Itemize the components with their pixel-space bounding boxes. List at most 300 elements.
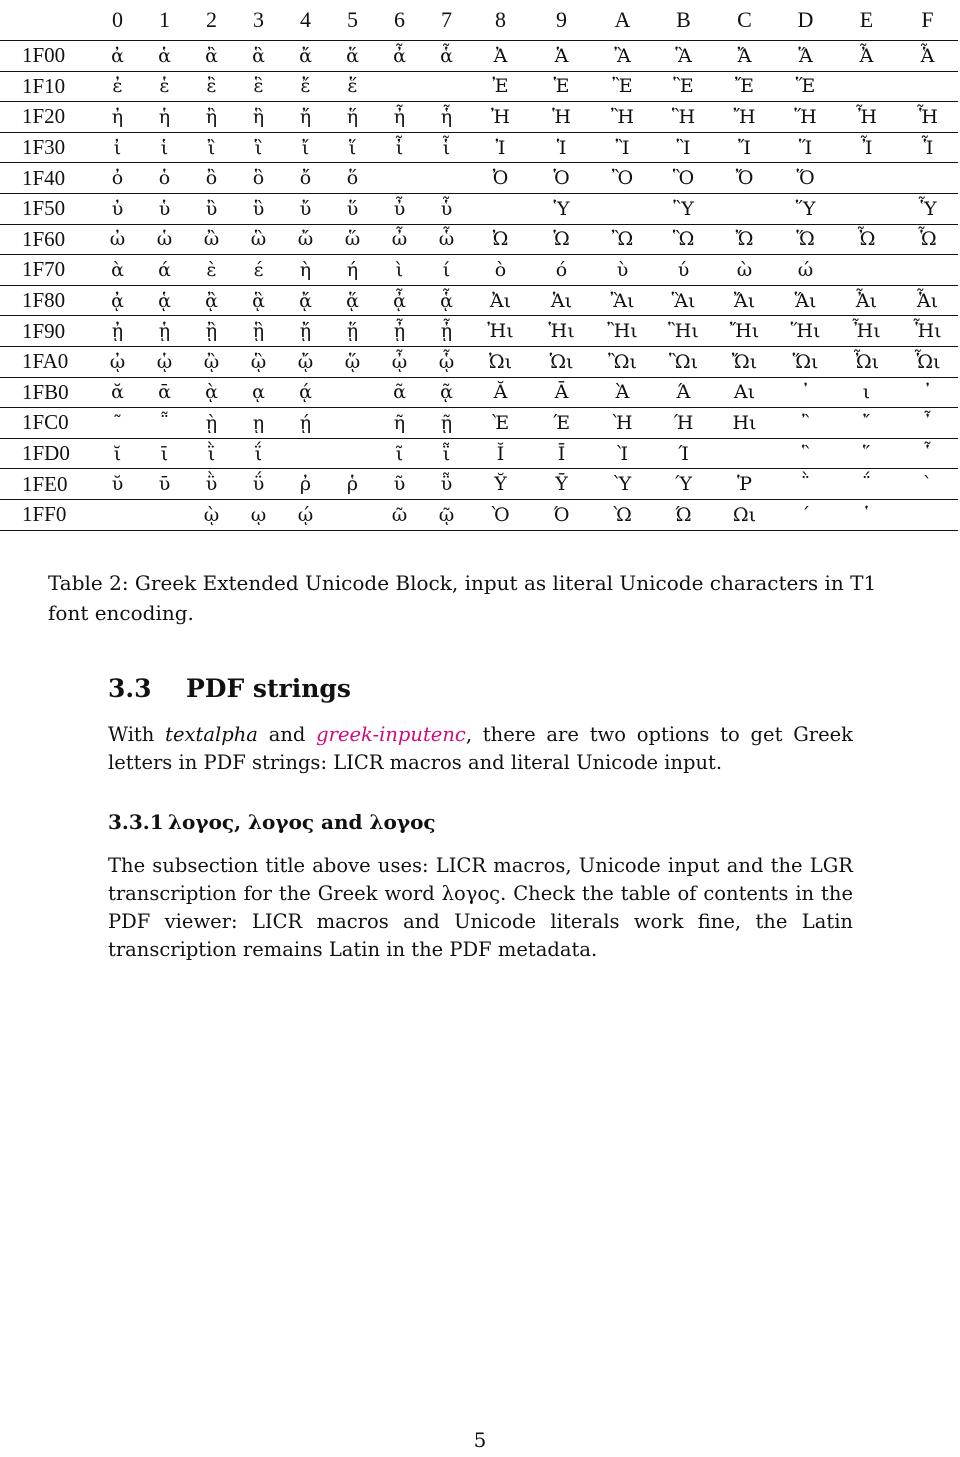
subsection-paragraph: The subsection title above uses: LICR macros, Unicode input and the LGR transcription for the Greek word λογος. Check the table of contents in the PDF viewer: LICR macros and Unicode literals work fine, the Latin transcription remains Latin in the PDF metadata.	[108, 854, 853, 961]
glyph-cell: Ἂ	[614, 44, 631, 67]
glyph-cell: ὠ	[109, 228, 126, 251]
glyph-cell: ὦ	[391, 228, 408, 251]
glyph-cell: Ἄι	[733, 289, 756, 312]
glyph-cell: Ῠ	[494, 473, 507, 496]
glyph-cell: Ᾱ	[554, 381, 569, 404]
glyph-cell: Ἶ	[860, 136, 873, 159]
glyph-cell	[329, 438, 376, 469]
glyph-cell: ὁ	[158, 167, 171, 190]
row-hex-label: 1F30	[22, 135, 66, 160]
glyph-cell: ῗ	[442, 442, 451, 465]
glyph-cell: Ἢι	[607, 320, 638, 343]
glyph-cell: ᾦ	[391, 350, 408, 373]
table-row	[0, 285, 958, 316]
glyph-cell: Ὤ	[735, 228, 754, 251]
glyph-cell: ᾶ	[393, 381, 406, 404]
glyph-cell: Ὣι	[668, 350, 699, 373]
table-body	[0, 41, 958, 531]
table-row	[0, 438, 958, 469]
glyph-cell: ῲ	[203, 503, 220, 526]
glyph-cell: Ἃ	[675, 44, 692, 67]
glyph-cell	[836, 193, 897, 224]
glyph-cell: ἐ	[112, 75, 123, 98]
glyph-cell: ὴ	[299, 258, 312, 281]
table-row	[0, 224, 958, 255]
glyph-cell: Ῐ	[496, 442, 505, 465]
row-hex-label: 1F70	[22, 257, 66, 282]
glyph-cell: ῧ	[440, 473, 453, 496]
glyph-cell: `	[922, 473, 933, 496]
glyph-cell: Ἃι	[671, 289, 696, 312]
glyph-cell: ῏	[922, 411, 933, 434]
subsection-heading	[108, 810, 436, 834]
glyph-cell: Ὠι	[488, 350, 513, 373]
column-header: 2	[206, 7, 217, 32]
glyph-cell: ᾢ	[203, 350, 220, 373]
column-header: B	[676, 7, 691, 32]
glyph-cell: ῳ	[250, 503, 267, 526]
glyph-cell	[329, 499, 376, 530]
glyph-cell: Ὺ	[613, 473, 632, 496]
glyph-cell: ᾗ	[440, 320, 453, 343]
glyph-cell: ὰ	[111, 258, 124, 281]
glyph-cell: έ	[253, 258, 264, 281]
glyph-cell: ᾂ	[205, 289, 218, 312]
table-row	[0, 163, 958, 194]
table-row	[0, 346, 958, 377]
glyph-cell: ἵ	[348, 136, 357, 159]
glyph-cell: Ἦ	[856, 105, 877, 128]
glyph-cell: Ἵ	[798, 136, 813, 159]
glyph-cell: Ἅ	[798, 44, 813, 67]
glyph-cell: ῐ	[113, 442, 122, 465]
glyph-cell	[141, 499, 188, 530]
glyph-cell: ῥ	[346, 473, 359, 496]
column-header: 4	[300, 7, 311, 32]
glyph-cell: ἓ	[253, 75, 264, 98]
glyph-cell: ὣ	[250, 228, 267, 251]
glyph-cell: ὀ	[111, 167, 124, 190]
page-number: 5	[473, 1428, 487, 1452]
glyph-cell: ὼ	[736, 258, 753, 281]
glyph-cell: ᾳ	[252, 381, 265, 404]
glyph-cell: ἃ	[252, 44, 265, 67]
table-row	[0, 316, 958, 347]
glyph-cell: Ἠι	[487, 320, 514, 343]
glyph-cell	[329, 408, 376, 439]
glyph-cell: Ὲ	[491, 411, 510, 434]
glyph-cell	[376, 71, 423, 102]
glyph-cell: Ώ	[675, 503, 692, 526]
glyph-cell: Ἀ	[493, 44, 508, 67]
glyph-cell: Ὦι	[853, 350, 880, 373]
para-text: With	[108, 723, 166, 746]
glyph-cell: ᾃ	[252, 289, 265, 312]
glyph-cell: ἑ	[159, 75, 170, 98]
glyph-cell: ᾒ	[205, 320, 218, 343]
glyph-cell: Ἡ	[552, 105, 571, 128]
glyph-cell: Ῑ	[557, 442, 566, 465]
greek-extended-table	[0, 0, 958, 531]
glyph-cell: Ὼ	[613, 503, 632, 526]
glyph-cell: ῖ	[395, 442, 404, 465]
glyph-cell: ὶ	[395, 258, 404, 281]
table-row	[0, 377, 958, 408]
table-row	[0, 499, 958, 530]
para-text: , there are two options to get Greek letters in PDF strings: LICR macros and literal Unicode input.	[108, 723, 853, 774]
glyph-cell: ἂ	[205, 44, 218, 67]
header-corner	[0, 0, 94, 41]
glyph-cell: ῭	[800, 473, 811, 496]
glyph-cell: ῑ	[160, 442, 169, 465]
glyph-cell: ἅ	[346, 44, 359, 67]
glyph-cell: ὸ	[494, 258, 507, 281]
glyph-cell	[423, 163, 470, 194]
glyph-cell: Ὂ	[611, 167, 634, 190]
glyph-cell: ᾑ	[158, 320, 171, 343]
glyph-cell: ᾿	[922, 381, 933, 404]
glyph-cell: ώ	[797, 258, 814, 281]
glyph-cell: Ὴ	[612, 411, 633, 434]
glyph-cell: ῡ	[158, 473, 171, 496]
glyph-cell	[329, 377, 376, 408]
glyph-cell: Ἅι	[794, 289, 817, 312]
para-text: and	[257, 723, 317, 746]
column-header: A	[614, 7, 631, 32]
glyph-cell: Ὀ	[492, 167, 509, 190]
greek-inputenc-link[interactable]: greek-inputenc	[316, 723, 466, 746]
glyph-cell: ὧ	[438, 228, 455, 251]
glyph-cell: Ἆι	[855, 289, 878, 312]
table-row	[0, 41, 958, 72]
glyph-cell: ὓ	[252, 197, 265, 220]
row-hex-label: 1FD0	[22, 441, 70, 466]
row-hex-label: 1F90	[22, 318, 66, 343]
glyph-cell: Ἳ	[676, 136, 691, 159]
glyph-cell: ἠ	[111, 105, 124, 128]
glyph-cell: ύ	[677, 258, 690, 281]
glyph-cell: ῠ	[111, 473, 124, 496]
glyph-cell: ὡ	[156, 228, 173, 251]
glyph-cell: ὒ	[205, 197, 218, 220]
glyph-cell: Ὗ	[918, 197, 937, 220]
row-hex-label: 1F00	[22, 43, 66, 68]
glyph-cell: ὔ	[299, 197, 312, 220]
glyph-cell	[836, 71, 897, 102]
glyph-cell: Ἧι	[913, 320, 942, 343]
glyph-cell: Ἥ	[794, 105, 817, 128]
column-header: C	[737, 7, 752, 32]
glyph-cell: ᾅ	[346, 289, 359, 312]
glyph-cell: Ά	[676, 381, 691, 404]
glyph-cell: ἤ	[299, 105, 312, 128]
glyph-cell: Ὣ	[672, 228, 695, 251]
glyph-cell	[897, 71, 958, 102]
row-hex-label: 1FC0	[22, 410, 69, 435]
glyph-cell: ᾤ	[297, 350, 314, 373]
glyph-cell: ῝	[800, 442, 811, 465]
row-hex-label: 1F80	[22, 288, 66, 313]
glyph-cell: ᾓ	[252, 320, 265, 343]
glyph-cell: ᾁ	[158, 289, 171, 312]
glyph-cell: Ἡι	[548, 320, 575, 343]
column-header: 3	[253, 7, 264, 32]
glyph-cell: Ἥι	[790, 320, 821, 343]
glyph-cell: Ἣ	[671, 105, 696, 128]
glyph-cell: ῢ	[205, 473, 218, 496]
glyph-cell: ᾡ	[156, 350, 173, 373]
glyph-cell	[714, 193, 775, 224]
glyph-cell: ῂ	[205, 411, 218, 434]
glyph-cell: ἱ	[160, 136, 169, 159]
glyph-cell: ῒ	[207, 442, 216, 465]
glyph-cell: Ὧ	[918, 228, 937, 251]
table-caption: Table 2: Greek Extended Unicode Block, input as literal Unicode characters in T1 font encoding.	[48, 571, 877, 625]
glyph-cell: ἇ	[440, 44, 453, 67]
glyph-cell	[94, 499, 141, 530]
glyph-cell: ᾐ	[111, 320, 124, 343]
subsection-title: λογος, λογος and λογος	[168, 810, 436, 834]
glyph-cell: ἥ	[346, 105, 359, 128]
glyph-cell: Ἇι	[916, 289, 939, 312]
glyph-cell: ὄ	[299, 167, 312, 190]
section-title: PDF strings	[186, 674, 351, 703]
table-header-row	[0, 0, 958, 41]
glyph-cell: ἒ	[206, 75, 217, 98]
column-header: 5	[347, 7, 358, 32]
glyph-cell: ᾠ	[109, 350, 126, 373]
glyph-cell: Ᾰ	[493, 381, 508, 404]
table-row	[0, 469, 958, 500]
glyph-cell: Ἧ	[917, 105, 938, 128]
glyph-cell: Ὥ	[796, 228, 815, 251]
row-hex-label: 1FA0	[22, 349, 69, 374]
glyph-cell: Ὁ	[553, 167, 570, 190]
glyph-cell: Ἣι	[668, 320, 699, 343]
glyph-cell: ῇ	[440, 411, 453, 434]
glyph-cell: Ί	[678, 442, 689, 465]
glyph-cell: Ἠ	[491, 105, 510, 128]
glyph-cell: ὂ	[205, 167, 218, 190]
glyph-cell: Ἦι	[852, 320, 881, 343]
glyph-cell: Ἀι	[489, 289, 512, 312]
glyph-cell: ῴ	[297, 503, 314, 526]
glyph-cell: ᾲ	[205, 381, 218, 404]
glyph-cell: ὺ	[616, 258, 629, 281]
glyph-cell: Ηι	[732, 411, 757, 434]
glyph-cell: ᾆ	[393, 289, 406, 312]
glyph-cell: ᾖ	[393, 320, 406, 343]
row-hex-label: 1FE0	[22, 471, 68, 496]
glyph-cell: Έ	[552, 411, 571, 434]
glyph-cell: Ὸ	[491, 503, 510, 526]
glyph-cell: ἁ	[158, 44, 171, 67]
glyph-cell: ᾥ	[344, 350, 361, 373]
glyph-cell: Ὦ	[857, 228, 876, 251]
column-header: F	[921, 7, 934, 32]
column-header: 1	[159, 7, 170, 32]
glyph-cell: Ἤι	[729, 320, 760, 343]
glyph-cell: ῍	[800, 411, 811, 434]
glyph-cell: Ὢ	[611, 228, 634, 251]
glyph-cell: ῾	[861, 503, 872, 526]
glyph-cell: ἲ	[207, 136, 216, 159]
glyph-cell: ἀ	[111, 44, 124, 67]
glyph-cell: ἦ	[393, 105, 406, 128]
glyph-cell: Ύ	[674, 473, 693, 496]
glyph-cell	[376, 163, 423, 194]
glyph-cell: ὢ	[203, 228, 220, 251]
glyph-cell: Ἁ	[554, 44, 569, 67]
glyph-cell: Ὡ	[553, 228, 570, 251]
glyph-cell: Ἱ	[556, 136, 567, 159]
glyph-cell	[897, 255, 958, 286]
glyph-cell: Ἂι	[610, 289, 635, 312]
glyph-cell: ὃ	[252, 167, 265, 190]
glyph-cell: ῤ	[299, 473, 312, 496]
column-header: 9	[556, 7, 567, 32]
glyph-cell: Ἲ	[615, 136, 630, 159]
glyph-cell: ῎	[861, 411, 872, 434]
glyph-cell: ὗ	[440, 197, 453, 220]
glyph-cell: ἡ	[158, 105, 171, 128]
row-hex-label: 1FF0	[22, 502, 67, 527]
glyph-cell	[282, 438, 329, 469]
column-header: 7	[441, 7, 452, 32]
glyph-cell: ὅ	[346, 167, 359, 190]
glyph-cell: ᾣ	[250, 350, 267, 373]
glyph-cell: Ἑ	[553, 75, 570, 98]
glyph-cell: ῃ	[252, 411, 265, 434]
glyph-cell: ί	[442, 258, 451, 281]
column-header: 8	[495, 7, 506, 32]
glyph-cell: ὲ	[206, 258, 217, 281]
glyph-cell: Ἕ	[795, 75, 816, 98]
glyph-cell: Ἇ	[920, 44, 935, 67]
glyph-cell: Ὢι	[608, 350, 637, 373]
glyph-cell: ἧ	[440, 105, 453, 128]
glyph-cell: ῦ	[393, 473, 406, 496]
glyph-cell: Ὃ	[672, 167, 695, 190]
glyph-cell: ᾴ	[299, 381, 312, 404]
table-row	[0, 255, 958, 286]
glyph-cell	[836, 255, 897, 286]
glyph-cell: Ἔ	[734, 75, 755, 98]
row-hex-label: 1F20	[22, 104, 66, 129]
column-header: D	[797, 7, 814, 32]
glyph-cell: ή	[346, 258, 359, 281]
glyph-cell: ὖ	[393, 197, 406, 220]
glyph-cell: Ὧι	[914, 350, 941, 373]
glyph-cell: ὐ	[111, 197, 124, 220]
row-hex-label: 1FB0	[22, 379, 69, 404]
glyph-cell: Ἆ	[859, 44, 874, 67]
glyph-cell: ´	[800, 503, 811, 526]
glyph-cell: Ἰ	[495, 136, 506, 159]
glyph-cell: Ῥ	[736, 473, 752, 496]
section-heading	[108, 674, 351, 703]
glyph-cell: Ἓ	[673, 75, 694, 98]
glyph-cell: ᾕ	[346, 320, 359, 343]
glyph-cell: Ἄ	[737, 44, 752, 67]
row-hex-label: 1F10	[22, 73, 66, 98]
glyph-cell	[470, 193, 531, 224]
glyph-cell: ἷ	[442, 136, 451, 159]
glyph-cell: Ὑ	[553, 197, 570, 220]
glyph-cell: Ὶ	[616, 442, 629, 465]
glyph-cell: Ὓ	[673, 197, 694, 220]
column-header: 6	[394, 7, 405, 32]
glyph-cell: Ἐ	[492, 75, 509, 98]
table-row	[0, 102, 958, 133]
column-header: 0	[112, 7, 123, 32]
glyph-cell: ᾔ	[299, 320, 312, 343]
glyph-cell: ὑ	[158, 197, 171, 220]
glyph-cell: ά	[158, 258, 171, 281]
glyph-cell: ἣ	[252, 105, 265, 128]
glyph-cell: ῆ	[393, 411, 406, 434]
glyph-cell: Ἴ	[738, 136, 751, 159]
glyph-cell: ἄ	[299, 44, 312, 67]
glyph-cell: ᾱ	[158, 381, 171, 404]
row-hex-label: 1F40	[22, 165, 66, 190]
textalpha-package: textalpha	[165, 723, 258, 746]
glyph-cell: ΅	[861, 473, 872, 496]
glyph-cell: Ὅ	[796, 167, 815, 190]
glyph-cell: Ὤι	[731, 350, 758, 373]
glyph-cell: ἶ	[395, 136, 404, 159]
glyph-cell: Ἷ	[921, 136, 934, 159]
glyph-cell: ᾽	[800, 381, 811, 404]
glyph-cell: Ὰ	[615, 381, 630, 404]
glyph-cell: ἴ	[301, 136, 310, 159]
glyph-cell: Ἁι	[550, 289, 573, 312]
glyph-cell: Ἤ	[733, 105, 756, 128]
glyph-cell: Ὡι	[549, 350, 574, 373]
glyph-cell: ΰ	[252, 473, 265, 496]
glyph-cell: ῷ	[438, 503, 455, 526]
glyph-cell: ὕ	[346, 197, 359, 220]
glyph-cell: ἆ	[393, 44, 406, 67]
glyph-cell: ῶ	[391, 503, 408, 526]
glyph-cell: ἢ	[205, 105, 218, 128]
glyph-cell: ᾇ	[440, 289, 453, 312]
column-header: E	[859, 7, 874, 32]
glyph-cell: ᾀ	[111, 289, 124, 312]
glyph-cell: ῟	[922, 442, 933, 465]
glyph-cell: ἔ	[300, 75, 311, 98]
glyph-cell: ἕ	[347, 75, 358, 98]
glyph-cell: ῄ	[299, 411, 312, 434]
glyph-cell: ὥ	[344, 228, 361, 251]
glyph-cell	[714, 438, 775, 469]
table-row	[0, 71, 958, 102]
table-row	[0, 132, 958, 163]
table-row	[0, 408, 958, 439]
table-row	[0, 193, 958, 224]
glyph-cell: Ό	[553, 503, 570, 526]
glyph-cell: Ὄ	[735, 167, 754, 190]
glyph-cell	[897, 499, 958, 530]
section-paragraph	[108, 721, 853, 777]
glyph-cell: ΐ	[254, 442, 263, 465]
glyph-cell: Ὕ	[795, 197, 816, 220]
glyph-cell: ὤ	[297, 228, 314, 251]
row-hex-label: 1F50	[22, 196, 66, 221]
glyph-cell: ό	[555, 258, 568, 281]
subsection-number: 3.3.1	[108, 810, 164, 834]
glyph-cell: ᾄ	[299, 289, 312, 312]
